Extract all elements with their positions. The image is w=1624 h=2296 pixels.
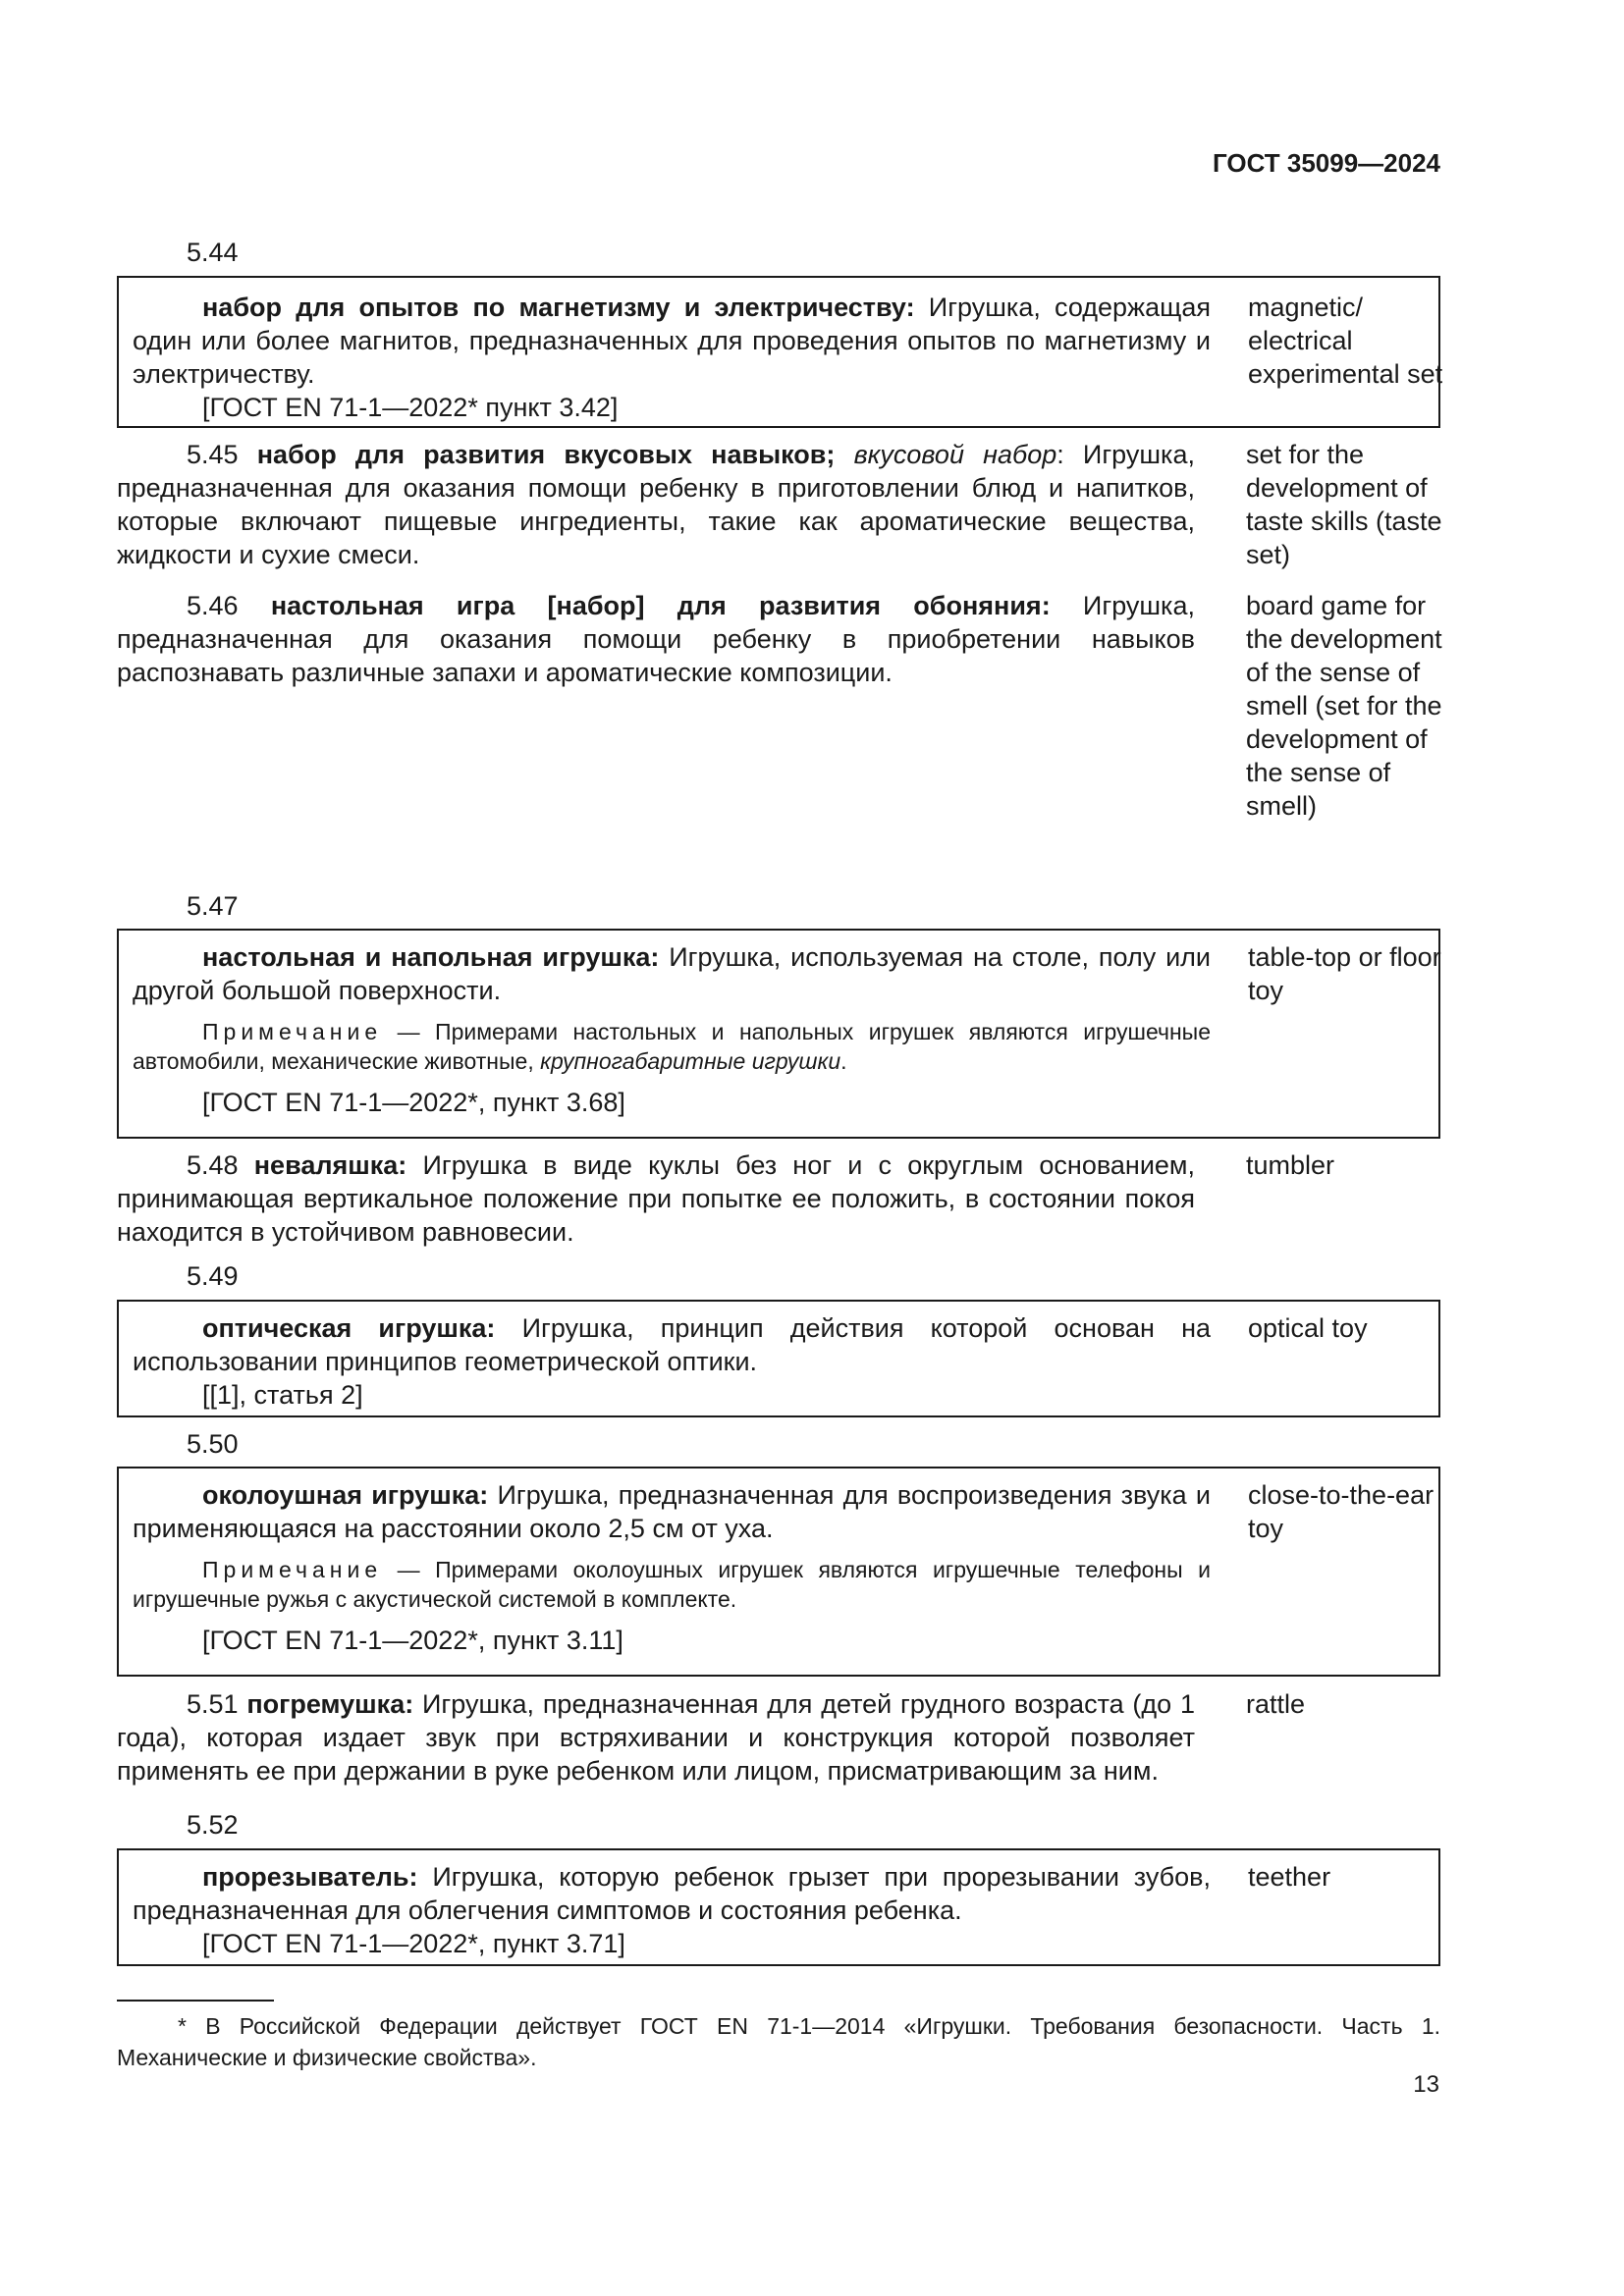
term-box — [117, 1848, 1440, 1966]
definition-text: Игрушка, предназначенная для детей грудного возраста (до 1 года), которая издает звук при встряхивании и конструкция которой позволяет применять ее при держании в руке ребенком или лицом, присматривающим за ним. — [117, 1689, 1195, 1786]
note-italic: крупногабаритные игрушки — [540, 1048, 841, 1074]
note-label: Примечание — [202, 1557, 383, 1582]
english-equivalent: magnetic/ electrical experimental set — [1248, 293, 1443, 389]
source-reference: [ГОСТ EN 71-1—2022*, пункт 3.68] — [202, 1088, 625, 1117]
definition-text: Игрушка, которую ребенок грызет при прорезывании зубов, предназначенная для облегчения симптомов и состояния ребенка. — [133, 1862, 1211, 1925]
note-end: . — [840, 1048, 847, 1074]
definition-text: Игрушка, содержащая один или более магнитов, предназначенных для проведения опытов по магнетизму и электричеству. — [133, 293, 1211, 389]
english-equivalent: rattle — [1246, 1689, 1306, 1719]
definition-text: Игрушка в виде куклы без ног и с округлым основанием, принимающая вертикальное положение при попытке ее положить, в состоянии покоя находится в устойчивом равновесии. — [117, 1150, 1195, 1247]
term-synonym: вкусовой набор — [853, 440, 1057, 469]
english-equivalent: table-top or floor toy — [1248, 942, 1441, 1005]
term-definition — [117, 1148, 1195, 1249]
term-name: оптическая игрушка: — [202, 1313, 496, 1343]
footnote-separator — [117, 2000, 274, 2002]
english-equivalent: close-to-the-ear toy — [1248, 1480, 1435, 1543]
entry-number: 5.46 — [187, 591, 239, 620]
term-definition — [133, 1311, 1211, 1412]
term-definition — [133, 1860, 1211, 1960]
term-name: погремушка: — [246, 1689, 414, 1719]
term-name: настольная игра [набор] для развития обоняния: — [270, 591, 1051, 620]
definition-text: Игрушка, используемая на столе, полу или другой большой поверхности. — [133, 942, 1211, 1005]
note — [133, 1555, 1211, 1614]
term-definition — [133, 291, 1211, 424]
definition-text: Игрушка, принцип действия которой основан на использовании принципов геометрической оптики. — [133, 1313, 1211, 1376]
entry-number: 5.52 — [187, 1810, 239, 1840]
term-name: настольная и напольная игрушка: — [202, 942, 660, 972]
term-box — [117, 1467, 1440, 1677]
term-box — [117, 1300, 1440, 1417]
source-reference: [ГОСТ EN 71-1—2022*, пункт 3.71] — [202, 1929, 625, 1958]
term-name: набор для развития вкусовых навыков; — [256, 440, 836, 469]
english-equivalent: optical toy — [1248, 1313, 1368, 1343]
term-name: прорезыватель: — [202, 1862, 418, 1892]
entry-number: 5.50 — [187, 1429, 239, 1459]
term-definition — [117, 589, 1195, 689]
entry-number: 5.45 — [187, 440, 239, 469]
source-reference: [ГОСТ EN 71-1—2022* пункт 3.42] — [202, 393, 619, 422]
definition-text: Игрушка, предназначенная для воспроизведения звука и применяющаяся на расстоянии около 2,5 см от уха. — [133, 1480, 1211, 1543]
note-text: — Примерами околоушных игрушек являются игрушечные телефоны и игрушечные ружья с акустической системой в комплекте. — [133, 1557, 1211, 1612]
note — [133, 1017, 1211, 1076]
term-box — [117, 276, 1443, 428]
term-name: набор для опытов по магнетизму и электричеству: — [202, 293, 915, 322]
term-definition — [117, 438, 1195, 571]
english-equivalent: board game for the development of the sense of smell (set for the development of the sense of smell) — [1246, 591, 1442, 821]
entry-number: 5.51 — [187, 1689, 239, 1719]
page-number: 13 — [1413, 2071, 1439, 2098]
term-definition — [133, 1478, 1211, 1657]
source-reference: [[1], статья 2] — [202, 1380, 363, 1410]
definition-text: Игрушка, предназначенная для оказания помощи ребенку в приобретении навыков распознавать различные запахи и ароматические композиции. — [117, 591, 1195, 687]
note-text: — Примерами настольных и напольных игрушек являются игрушечные автомобили, механические животные, — [133, 1019, 1211, 1074]
term-name: околоушная игрушка: — [202, 1480, 489, 1510]
term-name: неваляшка: — [253, 1150, 407, 1180]
entry-number: 5.44 — [187, 238, 239, 267]
footnote: * В Российской Федерации действует ГОСТ EN 71-1—2014 «Игрушки. Требования безопасности. Часть 1. Механические и физические свойства». — [117, 2013, 1440, 2070]
source-reference: [ГОСТ EN 71-1—2022*, пункт 3.11] — [202, 1626, 623, 1655]
entry-number: 5.49 — [187, 1261, 239, 1291]
term-definition — [117, 1687, 1195, 1788]
entry-number: 5.48 — [187, 1150, 239, 1180]
entry-number: 5.47 — [187, 891, 239, 921]
term-definition — [133, 940, 1211, 1119]
term-box — [117, 929, 1440, 1139]
english-equivalent: teether — [1248, 1862, 1331, 1892]
definition-text: : Игрушка, предназначенная для оказания помощи ребенку в приготовлении блюд и напитков, которые включают пищевые ингредиенты, такие как ароматические вещества, жидкости и сухие смеси. — [117, 440, 1195, 569]
document-id: ГОСТ 35099—2024 — [1213, 148, 1440, 178]
english-equivalent: tumbler — [1246, 1150, 1335, 1180]
english-equivalent: set for the development of taste skills (taste set) — [1246, 440, 1442, 569]
note-label: Примечание — [202, 1019, 383, 1044]
